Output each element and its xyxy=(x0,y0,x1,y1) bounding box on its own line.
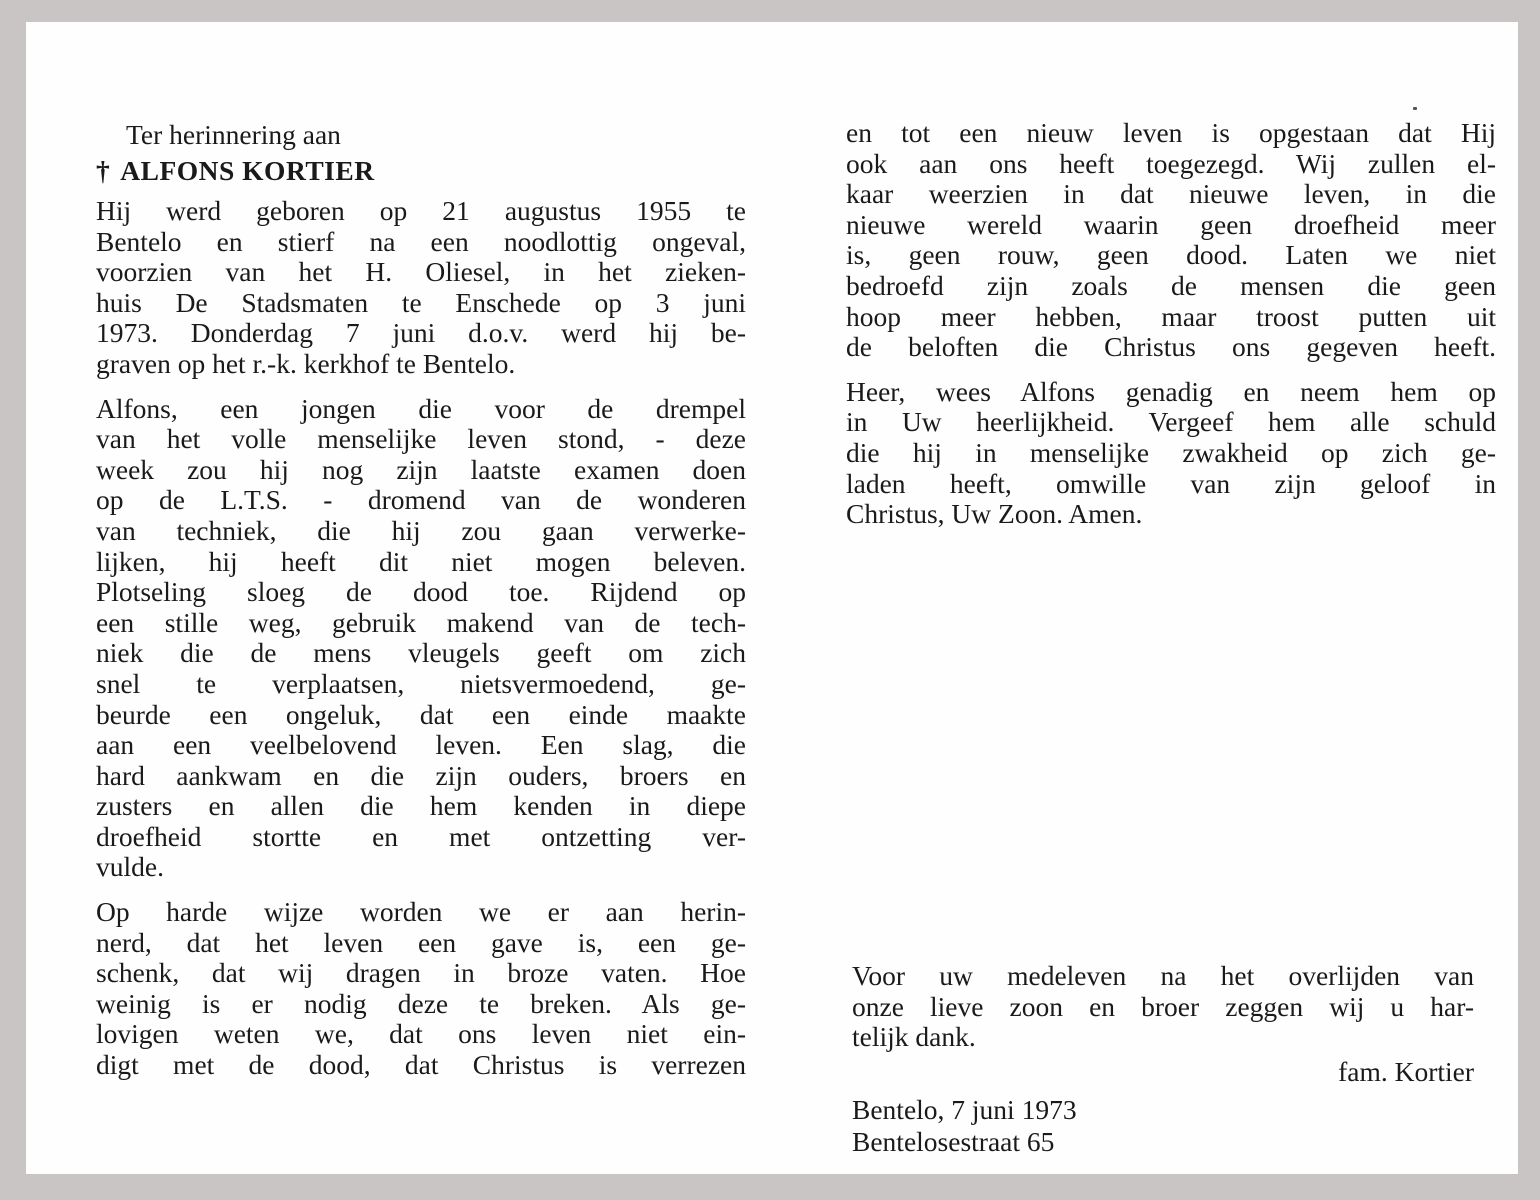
text-line: van het volle menselijke leven stond, - deze xyxy=(96,423,746,455)
text-line: van techniek, die hij zou gaan verwerke- xyxy=(96,514,746,546)
right-column xyxy=(846,118,1496,544)
text-line: nerd, dat het leven een gave is, een ge- xyxy=(96,926,746,958)
text-line: week zou hij nog zijn laatste examen doen xyxy=(96,453,746,485)
text-line: aan een veelbelovend leven. Een slag, die xyxy=(96,729,746,761)
paragraph-prayer xyxy=(846,377,1496,530)
text-line: hoop meer hebben, maar troost putten uit xyxy=(846,300,1496,332)
cross-icon: † xyxy=(96,155,111,186)
text-line: in Uw heerlijkheid. Vergeef hem alle schuld xyxy=(846,406,1496,438)
text-line: de beloften die Christus ons gegeven heeft. xyxy=(846,331,1496,363)
text-line: vulde. xyxy=(96,851,164,883)
text-line: niek die de mens vleugels geeft om zich xyxy=(96,637,746,669)
text-line: onze lieve zoon en broer zeggen wij u har- xyxy=(852,990,1474,1022)
text-line: huis De Stadsmaten te Enschede op 3 juni xyxy=(96,286,746,318)
text-line: 1973. Donderdag 7 juni d.o.v. werd hij be- xyxy=(96,317,746,349)
text-line: lovigen weten we, dat ons leven niet ein- xyxy=(96,1018,746,1050)
text-line: kaar weerzien in dat nieuwe leven, in die xyxy=(846,178,1496,210)
text-line: hard aankwam en die zijn ouders, broers en xyxy=(96,759,746,791)
text-line: ook aan ons heeft toegezegd. Wij zullen el- xyxy=(846,147,1496,179)
deceased-name-heading xyxy=(96,152,746,190)
thanks-section xyxy=(852,960,1474,1158)
text-line: digt met de dood, dat Christus is verrezen xyxy=(96,1049,746,1081)
text-line: Hij werd geboren op 21 augustus 1955 te xyxy=(96,195,746,226)
deceased-name: ALFONS KORTIER xyxy=(120,155,375,186)
paragraph-reflection xyxy=(96,897,746,1081)
text-line: Plotseling sloeg de dood toe. Rijdend op xyxy=(96,576,746,608)
paragraph-tribute xyxy=(96,394,746,884)
text-line: laden heeft, omwille van zijn geloof in xyxy=(846,467,1496,499)
text-line: is, geen rouw, geen dood. Laten we niet xyxy=(846,239,1496,271)
family-signature: fam. Kortier xyxy=(1338,1055,1474,1087)
text-line: Bentelo en stierf na een noodlottig ongeval, xyxy=(96,225,746,257)
text-line: telijk dank. xyxy=(852,1021,976,1053)
text-line: bedroefd zijn zoals de mensen die geen xyxy=(846,269,1496,301)
text-line: Heer, wees Alfons genadig en neem hem op xyxy=(846,375,1496,407)
address: Bentelosestraat 65 xyxy=(852,1125,1055,1157)
text-line: weinig is er nodig deze te breken. Als ge- xyxy=(96,987,746,1019)
text-line: Voor uw medeleven na het overlijden van xyxy=(852,960,1474,991)
paragraph-faith xyxy=(846,118,1496,363)
print-speck xyxy=(1413,107,1417,110)
text-line: Christus, Uw Zoon. Amen. xyxy=(846,498,1143,530)
text-line: lijken, hij heeft dit niet mogen beleven. xyxy=(96,545,746,577)
text-line: op de L.T.S. - dromend van de wonderen xyxy=(96,484,746,516)
text-line: die hij in menselijke zwakheid op zich ge- xyxy=(846,436,1496,468)
text-line: zusters en allen die hem kenden in diepe xyxy=(96,790,746,822)
place-date: Bentelo, 7 juni 1973 xyxy=(852,1093,1077,1125)
memorial-card xyxy=(26,22,1518,1174)
text-line: Alfons, een jongen die voor de drempel xyxy=(96,392,746,424)
text-line: nieuwe wereld waarin geen droefheid meer xyxy=(846,208,1496,240)
text-line: en tot een nieuw leven is opgestaan dat Hij xyxy=(846,117,1496,148)
text-line: een stille weg, gebruik makend van de tech- xyxy=(96,606,746,638)
left-column xyxy=(96,118,746,1095)
text-line: schenk, dat wij dragen in broze vaten. Hoe xyxy=(96,957,746,989)
text-line: beurde een ongeluk, dat een einde maakte xyxy=(96,698,746,730)
text-line: Op harde wijze worden we er aan herin- xyxy=(96,896,746,928)
paragraph-biography xyxy=(96,196,746,380)
text-line: droefheid stortte en met ontzetting ver- xyxy=(96,820,746,852)
text-line: snel te verplaatsen, nietsvermoedend, ge- xyxy=(96,667,746,699)
intro-text: Ter herinnering aan xyxy=(126,119,341,150)
text-line: voorzien van het H. Oliesel, in het zieken- xyxy=(96,256,746,288)
text-line: graven op het r.-k. kerkhof te Bentelo. xyxy=(96,347,516,379)
